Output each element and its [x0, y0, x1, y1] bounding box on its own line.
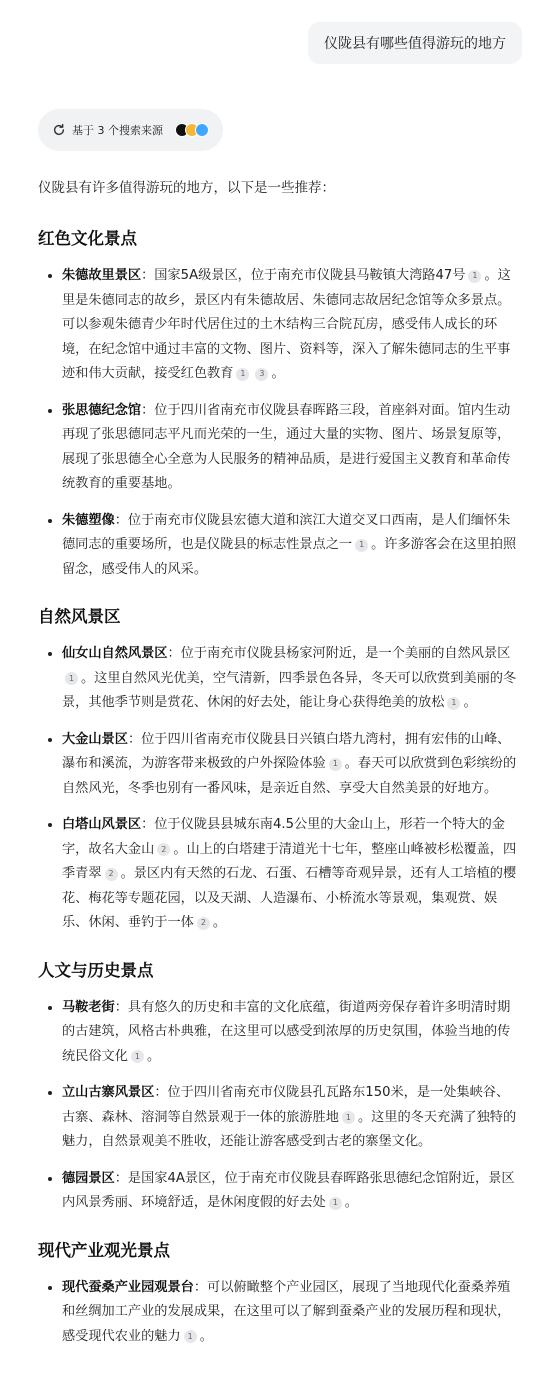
- item-name: 马鞍老街: [62, 999, 115, 1015]
- citation-badge[interactable]: 2: [197, 917, 210, 930]
- item-text: ：国家5A级景区，位于南充市仪陇县马鞍镇大湾路47号: [141, 268, 466, 283]
- item-text: ：具有悠久的历史和丰富的文化底蕴，街道两旁保存着许多明清时期的古建筑，风格古朴典雅，在这里可以感受到浓厚的历史氛围，体验当地的传统民俗文化: [62, 999, 511, 1064]
- item-text: 。: [199, 1328, 213, 1344]
- item-name: 张思德纪念馆: [62, 402, 142, 418]
- section-title: 现代产业观光景点: [38, 1240, 170, 1260]
- citation-badge[interactable]: 1: [355, 539, 368, 552]
- list-item: [38, 264, 522, 387]
- item-name: 白塔山风景区: [62, 817, 142, 832]
- refresh-icon: [52, 123, 66, 137]
- citation-badge[interactable]: 1: [329, 758, 342, 771]
- citation-badge[interactable]: 1: [447, 697, 460, 710]
- list-item: [38, 1081, 522, 1155]
- citation-badge[interactable]: 1: [131, 1050, 144, 1063]
- item-text: ：是国家4A景区，位于南充市仪陇县春晖路张思德纪念馆附近，景区内风景秀丽、环境舒适，是休闲度假的好去处: [62, 1170, 515, 1210]
- search-sources-button[interactable]: [38, 109, 223, 151]
- item-text: 。: [271, 366, 285, 381]
- citation-badge[interactable]: 1: [65, 672, 78, 685]
- citation-badge[interactable]: 2: [157, 843, 170, 856]
- list-item: [38, 509, 522, 583]
- item-text: ：位于四川省南充市仪陇县日兴镇白塔九湾村，拥有宏伟的山峰、瀑布和溪流，为游客带来极致的户外探险体验: [62, 731, 511, 771]
- user-message-text: 仪陇县有哪些值得游玩的地方: [324, 36, 506, 52]
- item-text: ：可以俯瞰整个产业园区，展现了当地现代化蚕桑养殖和丝绸加工产业的发展成果，在这里可以了解到蚕桑产业的发展历程和现状，感受现代农业的魅力: [62, 1279, 511, 1344]
- item-text: ：位于南充市仪陇县杨家河附近，是一个美丽的自然风景区: [167, 646, 511, 661]
- list-item: [38, 813, 522, 936]
- item-text: 。: [463, 695, 477, 710]
- item-name: 朱德故里景区: [62, 268, 142, 283]
- citation-badge[interactable]: 1: [329, 1197, 342, 1210]
- list-item: [38, 1276, 522, 1350]
- item-name: 仙女山自然风景区: [62, 646, 168, 661]
- item-text: 。: [212, 915, 227, 930]
- item-text: 。景区内有天然的石龙、石蛋、石槽等奇观异景，还有人工培植的樱花、梅花等专题花园，以及天湖、人造瀑布、小桥流水等景观，集观赏、娱乐、休闲、垂钓于一体: [62, 866, 517, 930]
- item-text: ：位于四川省南充市仪陇县孔瓦路东150米，是一处集峡谷、古寨、森林、溶洞等自然景观于一体的旅游胜地: [62, 1085, 510, 1125]
- item-text: ：位于四川省南充市仪陇县春晖路三段，首座斜对面。馆内生动再现了张思德同志平凡而光荣的一生，通过大量的实物、图片、场景复原等，展现了张思德全心全意为人民服务的精神品质，是进行爱国主义教育和革命传统教育的重要基地。: [62, 402, 511, 491]
- item-name: 立山古寨风景区: [62, 1085, 155, 1100]
- item-text: ：位于仪陇县县城东南4.5公里的大金山上，形若一个特大的金字，故名大金山: [62, 817, 505, 857]
- answer-sections: [38, 226, 522, 1349]
- citation-badge[interactable]: 3: [255, 368, 268, 381]
- citation-badge[interactable]: 1: [184, 1330, 197, 1343]
- citation-badge[interactable]: 1: [468, 270, 481, 283]
- item-text: 。这里是朱德同志的故乡，景区内有朱德故居、朱德同志故居纪念馆等众多景点。可以参观朱德青少年时代居住过的土木结构三合院瓦房，感受伟人成长的环境，在纪念馆中通过丰富的文物、图片、资料等，深入了解朱德同志的生平事迹和伟大贡献，接受红色教育: [62, 268, 511, 381]
- answer-intro: 仪陇县有许多值得游玩的地方，以下是一些推荐：: [38, 180, 335, 196]
- answer-section: [38, 958, 522, 1216]
- section-title: 人文与历史景点: [38, 960, 154, 980]
- answer-section: [38, 604, 522, 936]
- item-text: 。许多游客会在这里拍照留念，感受伟人的风采。: [62, 537, 517, 577]
- source-icons: [175, 123, 209, 137]
- answer-section: [38, 1238, 522, 1350]
- citation-badge[interactable]: 2: [105, 868, 118, 881]
- item-name: 现代蚕桑产业园观景台: [62, 1279, 194, 1295]
- item-text: 。: [344, 1195, 358, 1210]
- section-title: 自然风景区: [38, 607, 121, 626]
- item-text: 。: [146, 1048, 161, 1064]
- item-text: 。这里自然风光优美，空气清新，四季景色各异，冬天可以欣赏到美丽的冬景，其他季节则是赏花、休闲的好去处，能让身心获得绝美的放松: [62, 670, 517, 710]
- item-text: ：位于南充市仪陇县宏德大道和滨江大道交叉口西南，是人们缅怀朱德同志的重要场所，也是仪陇县的标志性景点之一: [62, 512, 511, 552]
- answer-content: [38, 176, 522, 1371]
- citation-badge[interactable]: 1: [342, 1111, 355, 1124]
- list-item: [38, 728, 522, 802]
- item-text: 。山上的白塔建于清道光十七年，整座山峰被杉松覆盖，四季青翠: [62, 841, 517, 881]
- item-name: 大金山景区: [62, 731, 128, 747]
- item-text: 。春天可以欣赏到色彩缤纷的自然风光，冬季也别有一番风味，是亲近自然、享受大自然美景的好地方。: [62, 756, 517, 796]
- item-name: 朱德塑像: [62, 512, 115, 528]
- section-title: 红色文化景点: [38, 229, 137, 248]
- web-source-icon-2: [195, 123, 209, 137]
- list-item: [38, 399, 522, 497]
- item-name: 德园景区: [62, 1170, 115, 1186]
- citation-badge[interactable]: 1: [236, 368, 249, 381]
- sources-label: 基于 3 个搜索来源: [72, 124, 163, 137]
- answer-section: [38, 226, 522, 582]
- user-message-bubble: [308, 22, 522, 64]
- list-item: [38, 642, 522, 716]
- list-item: [38, 996, 522, 1070]
- item-text: 。这里的冬天充满了独特的魅力，自然景观美不胜收，还能让游客感受到古老的寨堡文化。: [62, 1109, 517, 1149]
- list-item: [38, 1167, 522, 1216]
